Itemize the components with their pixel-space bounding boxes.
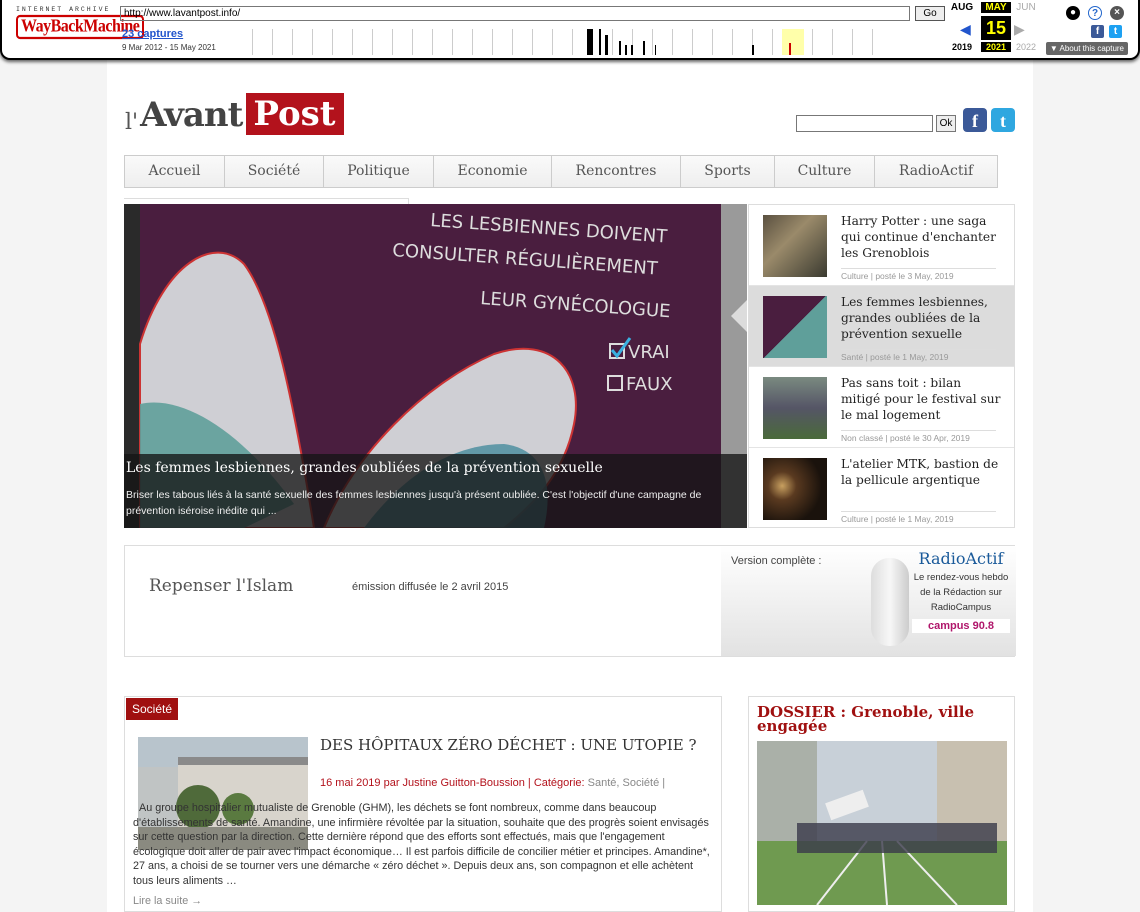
article-date-author: 16 mai 2019 par Justine Guitton-Boussion | Catégorie: [320, 777, 585, 789]
month-prev[interactable]: AUG [950, 2, 974, 13]
societe-tag[interactable]: Société [126, 698, 178, 720]
campus-logo[interactable]: campus 90.8 [912, 619, 1010, 633]
logo-avant: Avant [140, 95, 243, 135]
nav-politique[interactable]: Politique [324, 156, 434, 187]
dossier-image[interactable] [757, 741, 1007, 905]
nav-accueil[interactable]: Accueil [125, 156, 225, 187]
logo-post: Post [246, 93, 343, 135]
wayback-icons [1066, 6, 1124, 20]
facebook-icon[interactable]: f [963, 108, 987, 132]
wayback-toolbar [0, 0, 1140, 60]
hero-description: Briser les tabous liés à la santé sexuelle des femmes lesbiennes jusqu'à présent oubliée. C'est l'objectif d'une campagne de prévention iséroise inédite qui ... [126, 489, 702, 517]
article-categories[interactable]: Santé, Société | [587, 777, 666, 789]
year-current: 2021 [981, 42, 1011, 52]
active-slide-arrow [731, 300, 747, 332]
list-item-title[interactable]: Les femmes lesbiennes, grandes oubliées de la prévention sexuelle [841, 295, 988, 341]
thumb-femmes-lesbiennes [763, 296, 827, 358]
societe-section [124, 696, 722, 912]
article-title[interactable]: DES HÔPITAUX ZÉRO DÉCHET : UNE UTOPIE ? [320, 736, 697, 754]
main-nav [124, 155, 998, 188]
hero-title[interactable]: Les femmes lesbiennes, grandes oubliées de la prévention sexuelle [126, 460, 603, 476]
poster-faux: FAUX [626, 374, 673, 395]
read-more-link[interactable]: Lire la suite → [133, 895, 203, 907]
nav-rencontres[interactable]: Rencontres [552, 156, 681, 187]
wayback-machine-logo: WayBackMachine [16, 15, 144, 39]
year-prev[interactable]: 2019 [951, 42, 973, 52]
poster-vrai: VRAI [628, 342, 670, 363]
go-button[interactable]: Go [915, 6, 945, 21]
dossier-section [748, 696, 1015, 912]
nav-culture[interactable]: Culture [775, 156, 875, 187]
list-item-meta: Culture | posté le 1 May, 2019 [841, 511, 996, 524]
article-meta [320, 777, 665, 789]
month-next: JUN [1016, 2, 1036, 13]
list-item[interactable] [749, 367, 1014, 448]
about-capture-label: About this capture [1059, 44, 1124, 53]
search-input[interactable] [796, 115, 933, 132]
version-complete-label: Version complète : [731, 555, 822, 567]
wayback-logo[interactable] [16, 6, 140, 38]
captures-link[interactable]: 23 captures [122, 28, 184, 40]
radioactif-block[interactable] [911, 549, 1011, 633]
prev-arrow-icon[interactable]: ◀ [960, 21, 971, 37]
facebook-share-icon[interactable]: f [1091, 25, 1104, 38]
capture-range: 9 Mar 2012 - 15 May 2021 [122, 43, 216, 52]
radioactif-subtitle: Le rendez-vous hebdo de la Rédaction sur RadioCampus [913, 572, 1009, 613]
list-item-title[interactable]: L'atelier MTK, bastion de la pellicule argentique [841, 457, 999, 487]
month-current: MAY [981, 2, 1011, 13]
user-icon[interactable]: ● [1066, 6, 1080, 20]
thumb-harry-potter [763, 215, 827, 277]
radio-emission-title[interactable]: Repenser l'Islam [149, 576, 294, 596]
article-excerpt [133, 801, 713, 888]
about-capture-button[interactable]: ▼ About this capture [1046, 42, 1128, 55]
list-item-meta: Non classé | posté le 30 Apr, 2019 [841, 430, 996, 443]
nav-radioactif[interactable]: RadioActif [898, 163, 974, 179]
nav-societe[interactable]: Société [225, 156, 324, 187]
wayback-share [1091, 25, 1122, 38]
search-ok-button[interactable]: Ok [936, 115, 956, 132]
thumb-pas-sans-toit [763, 377, 827, 439]
radioactif-name: RadioActif [918, 549, 1004, 568]
list-item-meta: Santé | posté le 1 May, 2019 [841, 349, 996, 362]
site-logo[interactable] [125, 91, 344, 135]
twitter-icon[interactable]: t [991, 108, 1015, 132]
radio-player-panel [721, 546, 1016, 656]
list-item-meta: Culture | posté le 3 May, 2019 [841, 268, 996, 281]
logo-l: l' [125, 110, 139, 135]
article-excerpt-text: Au groupe hospitalier mutualiste de Grenoble (GHM), les déchets se font nombreux, comme dans beaucoup d'établissements de santé. Amandine, une infirmière révoltée par la situation, souhaite que des progrès soient envisagés sur cette question par la direction. Cette dernière répond que des efforts sont effectués, mais que l'engagement écologique doit aller de pair avec l'impact économique… Il est parfois difficile de concilier métier et principes. Amandine*, 27 ans, a choisi de se tourner vers une démarche « zéro déchet ». Depuis deux ans, son compagnon et elle achètent tous leurs aliments … [133, 802, 710, 887]
hero-caption [124, 454, 747, 528]
ia-label: INTERNET ARCHIVE [16, 6, 111, 13]
list-item-title[interactable]: Harry Potter : une saga qui continue d'enchanter les Grenoblois [841, 214, 996, 260]
capture-sparkline[interactable] [227, 29, 917, 55]
slider-list [748, 204, 1015, 528]
thumb-atelier-mtk [763, 458, 827, 520]
dossier-title[interactable]: DOSSIER : Grenoble, ville engagée [757, 703, 975, 735]
list-item[interactable] [749, 448, 1014, 529]
hero-slide[interactable] [124, 204, 747, 528]
microphone-icon [871, 558, 909, 646]
year-next: 2022 [1015, 42, 1037, 52]
close-icon[interactable]: × [1110, 6, 1124, 20]
next-arrow-icon[interactable]: ▶ [1014, 21, 1025, 37]
help-icon[interactable]: ? [1088, 6, 1102, 20]
twitter-share-icon[interactable]: t [1109, 25, 1122, 38]
list-item[interactable] [749, 286, 1014, 367]
poster-line-2: CONSULTER RÉGULIÈREMENT [391, 240, 659, 280]
radio-box [124, 545, 1015, 657]
radio-emission-date: émission diffusée le 2 avril 2015 [352, 581, 509, 593]
poster-line-1: LES LESBIENNES DOIVENT [429, 210, 668, 248]
list-item-title[interactable]: Pas sans toit : bilan mitigé pour le festival sur le mal logement [841, 376, 1001, 422]
nav-economie[interactable]: Economie [434, 156, 552, 187]
nav-sports[interactable]: Sports [681, 156, 775, 187]
poster-line-3: LEUR GYNÉCOLOGUE [479, 288, 672, 323]
list-item[interactable] [749, 205, 1014, 286]
day-current: 15 [981, 16, 1011, 40]
page [107, 60, 1033, 912]
url-input[interactable]: http://www.lavantpost.info/ [120, 6, 910, 21]
